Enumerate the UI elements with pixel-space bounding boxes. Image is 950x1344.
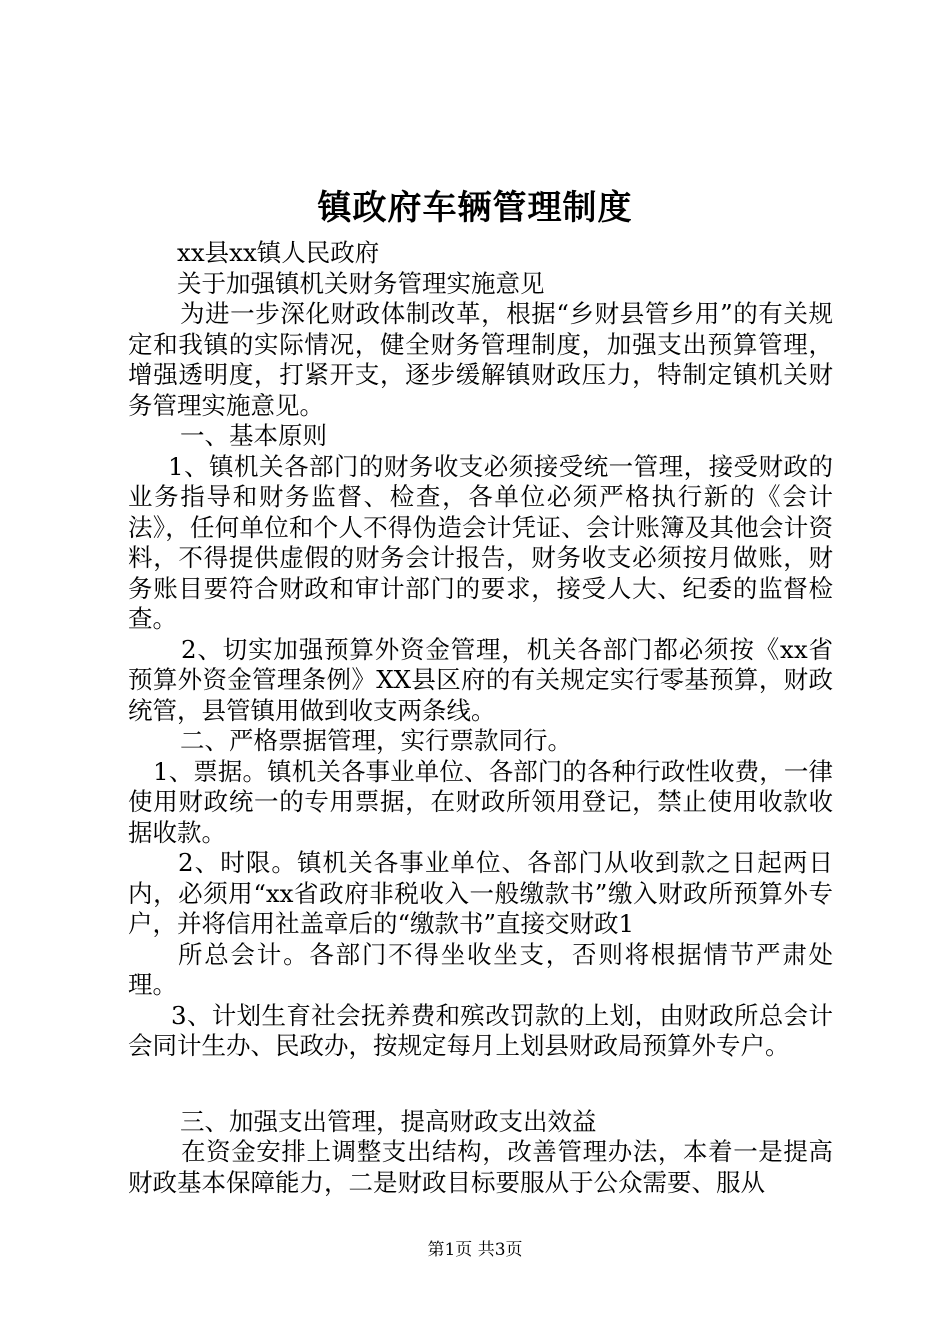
- paragraph-2-2-continued: 所总会计。各部门不得坐收坐支，否则将根据情节严肃处理。: [128, 939, 833, 999]
- paragraph-2-3: 3、计划生育社会抚养费和殡改罚款的上划，由财政所总会计会同计生办、民政办，按规定每月上划县财政局预算外专户。: [128, 1000, 833, 1060]
- subtitle-line: 关于加强镇机关财务管理实施意见: [177, 268, 545, 298]
- issuer-line: xx县xx镇人民政府: [177, 238, 380, 267]
- section-heading-1: 一、基本原则: [180, 421, 327, 450]
- paragraph-1-1: 1、镇机关各部门的财务收支必须接受统一管理，接受财政的业务指导和财务监督、检查，各单位必须严格执行新的《会计法》，任何单位和个人不得伪造会计凭证、会计账簿及其他会计资料，不得提供虚假的财务会计报告，财务收支必须按月做账，财务账目要符合财政和审计部门的要求，接受人大、纪委的监督检查。: [128, 451, 833, 633]
- paragraph-intro: 为进一步深化财政体制改革，根据“乡财县管乡用”的有关规定和我镇的实际情况，健全财务管理制度，加强支出预算管理，增强透明度，打紧开支，逐步缓解镇财政压力，特制定镇机关财务管理实施意见。: [128, 299, 833, 420]
- page-footer: 第1页 共3页: [427, 1240, 523, 1260]
- document-title: 镇政府车辆管理制度: [317, 188, 633, 228]
- document-body: [128, 238, 833, 1198]
- section-heading-3: 三、加强支出管理，提高财政支出效益: [180, 1106, 597, 1136]
- paragraph-1-2: 2、切实加强预算外资金管理，机关各部门都必须按《xx省预算外资金管理条例》XX县区府的有关规定实行零基预算，财政统管，县管镇用做到收支两条线。: [128, 634, 833, 725]
- section-gap: [128, 1062, 833, 1107]
- paragraph-2-1: 1、票据。镇机关各事业单位、各部门的各种行政性收费，一律使用财政统一的专用票据，在财政所领用登记，禁止使用收款收据收款。: [128, 756, 833, 847]
- section-heading-2: 二、严格票据管理，实行票款同行。: [180, 726, 572, 755]
- paragraph-2-2: 2、时限。镇机关各事业单位、各部门从收到款之日起两日内，必须用“xx省政府非税收入一般缴款书”缴入财政所预算外专户，并将信用社盖章后的“缴款书”直接交财政1: [128, 848, 833, 938]
- paragraph-3-1: 在资金安排上调整支出结构，改善管理办法，本着一是提高财政基本保障能力，二是财政目标要服从于公众需要、服从: [128, 1137, 833, 1197]
